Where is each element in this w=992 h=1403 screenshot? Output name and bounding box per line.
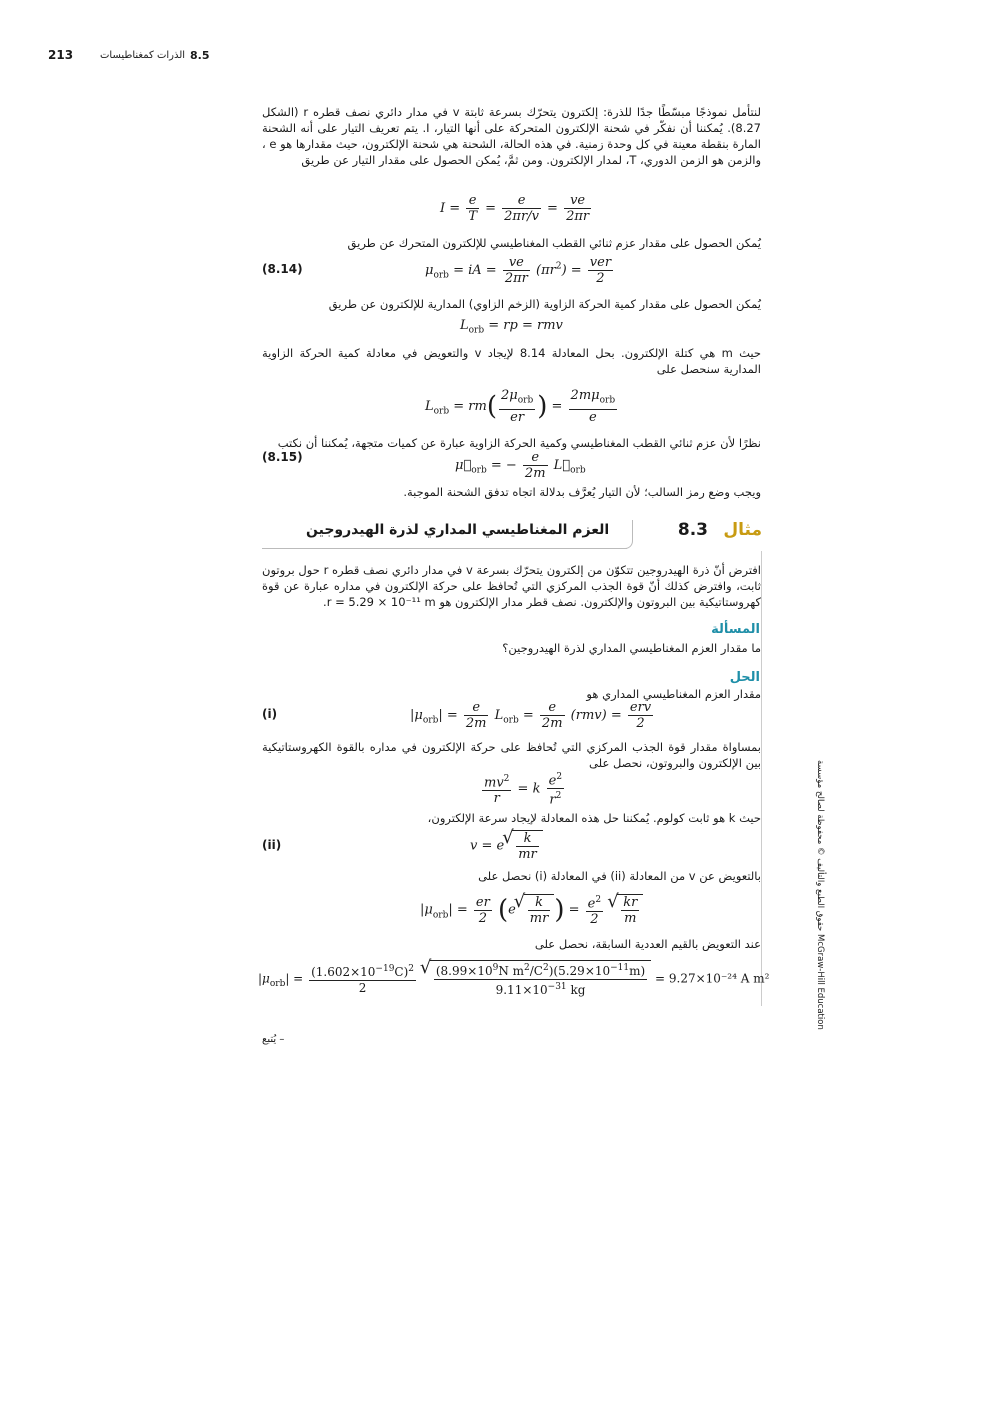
example-title: العزم المغناطيسي المداري لذرة الهيدروجين xyxy=(306,522,610,538)
solution-step-2: بمساواة مقدار قوة الجذب المركزي التي تُحافظ على حركة الإلكترون في مداره بالقوة الكهروستاتيكية بين الإلكترون والبروتون، نحصل على xyxy=(262,740,761,770)
vector-moment-equation: $\mu⃗_{orb}$ = − $\frac{e}{2m}$ $L⃗_{orb}$ xyxy=(455,450,586,481)
mu-orb-substituted-equation: $|\mu_{orb}|$ = $\frac{er}{2}$ (e √ $\frac{k}{mr}$ ) = $\frac{e^2}{2}$ √ $\frac{kr}{m}$ xyxy=(420,893,643,927)
intro-paragraph-2: يُمكن الحصول على مقدار عزم ثنائي القطب المغناطيسي للإلكترون المتحرك عن طريق xyxy=(347,236,761,250)
example-header-tab xyxy=(624,520,633,549)
continued-note: – يُتبع xyxy=(262,1034,285,1045)
problem-heading: المسألة xyxy=(711,622,760,637)
solution-step-1: مقدار العزم المغناطيسي المداري هو xyxy=(586,687,761,701)
dipole-moment-equation: $\mu_{orb}$ = iA = $\frac{ve}{2\pi r}$ $(\pi r^2)$ = $\frac{\text{ver}}{2}$ xyxy=(425,255,612,286)
intro-paragraph-5: نظرًا لأن عزم ثنائي القطب المغناطيسي وكمية الحركة الزاوية عبارة عن كميات متجهة، يُمكننا أن نكتب xyxy=(277,436,761,450)
final-result: = 9.27×10⁻²⁴ A m² xyxy=(655,971,770,986)
force-balance-equation: $\frac{mv^2}{r}$ = k $\frac{e^2}{r^2}$ xyxy=(484,772,563,808)
example-number: 8.3 xyxy=(677,520,708,540)
solution-step-4: بالتعويض عن v من المعادلة (ii) في المعادلة (i) نحصل على xyxy=(478,869,761,883)
intro-paragraph-1: لنتأمل نموذجًا مبسّطًا جدًا للذرة: إلكترون يتحرّك بسرعة ثابتة v في مدار دائري نصف قطره r (الشكل 8.27). يُمكننا أن نفكّر في شحنة الإلكترون المتحركة على أنها التيار، I. يتم تعريف التيار على أنه الشحنة المارة بنقطة معينة في كل وحدة زمنية. في هذه الحالة، الشحنة هي شحنة الإلكترون، حيث مقدارها هو e ، والزمن هو الزمن الدوري، T، لمدار الإلكترون. ومن ثمَّ، يُمكن الحصول على مقدار التيار عن طريق xyxy=(262,105,761,167)
example-header-rule xyxy=(262,548,627,549)
example-side-rule xyxy=(761,551,762,1006)
copyright-side-text xyxy=(811,760,825,1120)
solution-step-5: عند التعويض بالقيم العددية السابقة، نحصل على xyxy=(534,937,761,951)
equation-number-ii: (ii) xyxy=(262,838,282,852)
section-title: الذرات كمغناطيسات xyxy=(100,50,186,61)
page-number: 213 xyxy=(48,48,74,62)
l-orb-equation: $L_{orb} = rm$( $\frac{2\mu_{orb}}{er}$ ) = $\frac{2m\mu_{orb}}{e}$ xyxy=(425,388,616,425)
mu-orb-equation-i: $|\mu_{orb}|$ = $\frac{e}{2m}$ $L_{orb}$ = $\frac{e}{2m}$ (rmv) = $\frac{\text{erv}}{2}$ xyxy=(410,700,652,731)
equation-number-8-14: (8.14) xyxy=(262,262,303,276)
copyright-text: حقوق الطبع والتأليف © محفوظة لصالح مؤسسة McGraw-Hill Education xyxy=(815,760,825,1030)
equation-number-8-15: (8.15) xyxy=(262,450,303,464)
problem-text: ما مقدار العزم المغناطيسي المداري لذرة الهيدروجين؟ xyxy=(502,641,761,655)
numeric-result-equation: $|\mu_{orb}|$ = $\frac{(1.602\times 10^{-19}C)^2}{2}$ √ $\frac{(8.99\times 10^9N m^2/C^2)(5.29\times 10^{-11}m)}{9.11\times 10^{-31} kg}$ = 9.27×10⁻²⁴ A m² xyxy=(258,960,769,998)
equation-number-i: (i) xyxy=(262,707,278,721)
example-label: مثال xyxy=(723,520,762,540)
angular-momentum-equation: $L_{orb}$ = rp = rmv xyxy=(460,318,563,336)
intro-paragraph-3: يُمكن الحصول على مقدار كمية الحركة الزاوية (الزخم الزاوي) المدارية للإلكترون عن طريق xyxy=(328,297,761,311)
example-header xyxy=(262,520,762,550)
velocity-equation-ii: v = e √ $\frac{k}{mr}$ xyxy=(470,830,543,862)
intro-paragraph-6: ويجب وضع رمز السالب؛ لأن التيار يُعرَّف بدلالة اتجاه تدفق الشحنة الموجبة. xyxy=(403,485,761,499)
intro-paragraph-4: حيث m هي كتلة الإلكترون. بحل المعادلة 8.14 لإيجاد v والتعويض في معادلة كمية الحركة الزاوية المدارية سنحصل على xyxy=(262,346,762,376)
current-equation: I = $\frac{e}{T}$ = $\frac{e}{2\pi r/v}$ = $\frac{ve}{2\pi r}$ xyxy=(440,193,590,224)
section-number: 8.5 xyxy=(190,49,210,62)
solution-heading: الحل xyxy=(729,670,760,685)
solution-step-3: حيث k هو ثابت كولوم. يُمكننا حل هذه المعادلة لإيجاد سرعة الإلكترون، xyxy=(427,811,761,825)
example-statement: افترض أنّ ذرة الهيدروجين تتكوّن من إلكترون يتحرّك بسرعة v في مدار دائري نصف قطره r حول بروتون ثابت، وافترض كذلك أنّ قوة الجذب المركزي التي تُحافظ على حركة الإلكترون في مداره عبارة عن قوة كهروستاتيكية بين البروتون والإلكترون. نصف قطر مدار الإلكترون هو r = 5.29 × 10⁻¹¹ m. xyxy=(262,563,762,609)
